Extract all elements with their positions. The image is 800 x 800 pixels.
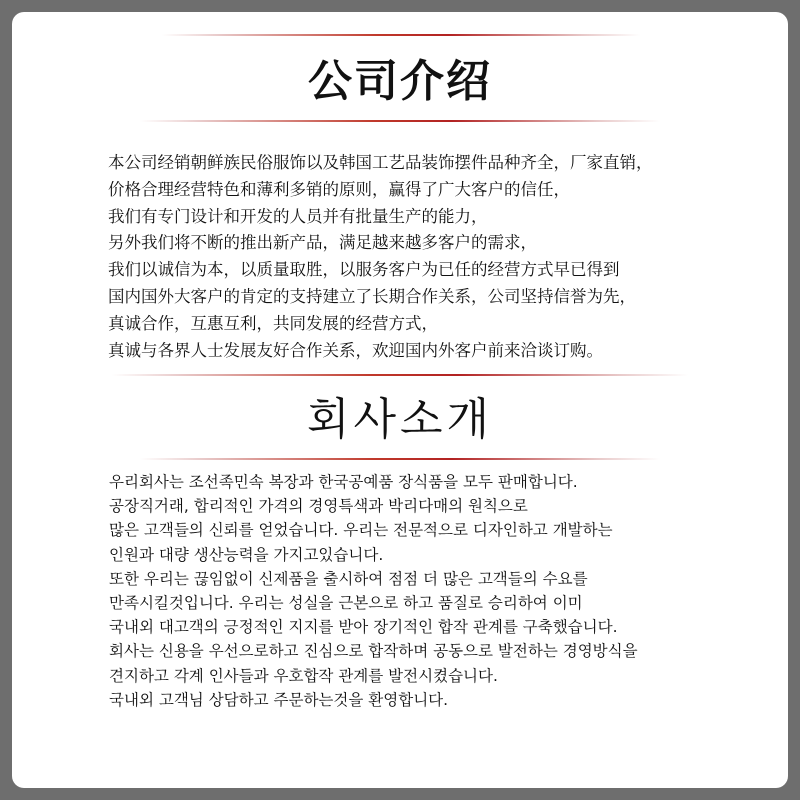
korean-line: 회사는 신용을 우선으로하고 진심으로 합작하며 공동으로 발전하는 경영방식을 — [109, 642, 638, 661]
chinese-line: 另外我们将不断的推出新产品，满足越来越多客户的需求， — [108, 233, 537, 253]
chinese-line: 我们有专门设计和开发的人员并有批量生产的能力， — [108, 206, 488, 226]
korean-line: 만족시킬것입니다. 우리는 성실을 근본으로 하고 품질로 승리하여 이미 — [109, 594, 583, 613]
korean-line: 또한 우리는 끊임없이 신제품을 출시하여 점점 더 많은 고객들의 수요를 — [109, 569, 588, 588]
korean-paragraph — [109, 470, 638, 712]
chinese-line: 价格合理经营特色和薄利多销的原则，赢得了广大客户的信任， — [108, 179, 570, 199]
chinese-line: 国内国外大客户的肯定的支持建立了长期合作关系，公司坚持信誉为先， — [108, 286, 636, 306]
korean-line: 국내외 고객님 상담하고 주문하는것을 환영합니다. — [109, 690, 449, 709]
korean-title: 회사소개 — [306, 394, 493, 445]
korean-line: 우리회사는 조선족민속 복장과 한국공예품 장식품을 모두 판매합니다. — [109, 473, 578, 491]
chinese-line: 真诚合作，互惠互利，共同发展的经营方式， — [108, 313, 438, 333]
divider-chinese-title — [140, 120, 660, 122]
divider-korean-title — [140, 458, 660, 460]
chinese-line: 真诚与各界人士发展友好合作关系，欢迎国内外客户前来洽谈订购。 — [108, 340, 603, 360]
divider-middle — [112, 374, 688, 376]
korean-line: 견지하고 각계 인사들과 우호합작 관계를 발전시켰습니다. — [109, 666, 498, 685]
chinese-paragraph — [108, 150, 653, 364]
divider-top — [162, 34, 640, 36]
korean-line: 인원과 대량 생산능력을 가지고있습니다. — [109, 545, 384, 564]
korean-line: 국내외 대고객의 긍정적인 지지를 받아 장기적인 합작 관계를 구축했습니다. — [109, 618, 618, 637]
chinese-title: 公司介绍 — [308, 56, 492, 107]
chinese-line: 我们以诚信为本，以质量取胜，以服务客户为已任的经营方式早已得到 — [108, 260, 620, 280]
chinese-line: 本公司经销朝鲜族民俗服饰以及韩国工艺品装饰摆件品种齐全，厂家直销， — [108, 153, 653, 172]
korean-line: 공장직거래, 합리적인 가격의 경영특색과 박리다매의 원칙으로 — [109, 497, 528, 516]
korean-line: 많은 고객들의 신뢰를 얻었습니다. 우리는 전문적으로 디자인하고 개발하는 — [109, 521, 613, 540]
content-card — [12, 12, 788, 788]
